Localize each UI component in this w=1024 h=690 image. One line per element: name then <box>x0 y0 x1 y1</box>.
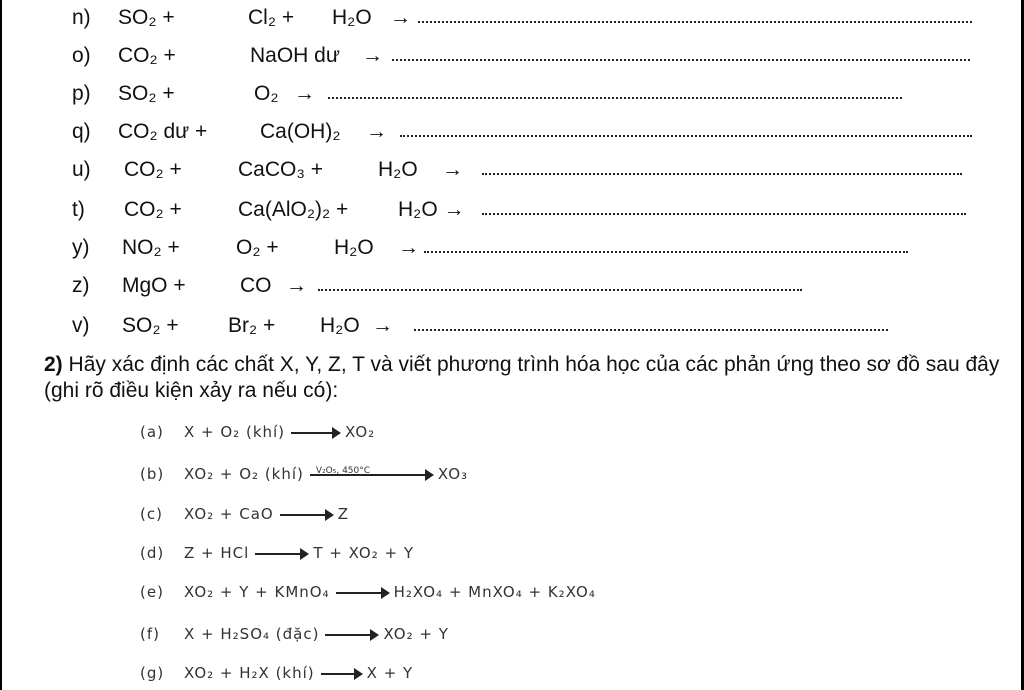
scheme-equation <box>184 462 468 486</box>
equation-q <box>72 118 982 146</box>
equation-u <box>72 156 982 184</box>
equation-o <box>72 42 982 70</box>
reaction-arrow <box>336 592 388 594</box>
scheme-products: T + XO₂ + Y <box>313 544 414 562</box>
question-2-prompt <box>44 352 1004 404</box>
answer-blank <box>482 213 966 215</box>
reaction-arrow <box>310 465 432 476</box>
scheme-label: (b) <box>140 465 165 483</box>
scheme-equation <box>184 420 375 444</box>
arrow: → <box>366 120 387 143</box>
reactant: NaOH dư <box>250 44 340 67</box>
answer-blank <box>418 21 972 23</box>
reaction-arrow <box>321 673 361 675</box>
arrow: → <box>372 314 393 337</box>
answer-blank <box>414 329 888 331</box>
scheme-label: (f) <box>140 625 160 643</box>
answer-blank <box>482 173 962 175</box>
arrow: → <box>294 82 315 105</box>
reactant: O₂ + <box>236 236 279 259</box>
scheme-reactants: XO₂ + CaO <box>184 505 274 523</box>
reactant: SO₂ + <box>118 6 175 29</box>
equation-z <box>72 272 982 300</box>
reactant: O₂ <box>254 82 279 105</box>
reactant: Ca(AlO₂)₂ + <box>238 198 349 221</box>
reaction-arrow <box>325 634 377 636</box>
scheme-reactants: X + O₂ (khí) <box>184 423 286 441</box>
scheme-products: XO₂ + Y <box>383 625 449 643</box>
equation-label: v) <box>72 314 90 337</box>
reactant: Ca(OH)₂ <box>260 120 341 143</box>
scheme-reactants: XO₂ + Y + KMnO₄ <box>184 583 330 601</box>
scheme-reactants: XO₂ + H₂X (khí) <box>184 664 315 682</box>
reactant: CO₂ + <box>118 44 176 67</box>
scheme-label: (e) <box>140 583 164 601</box>
reactant: H₂O <box>334 236 374 259</box>
answer-blank <box>400 135 972 137</box>
reaction-arrow <box>291 432 339 434</box>
equation-t <box>72 196 982 224</box>
reaction-arrow <box>280 514 332 516</box>
reaction-arrow <box>255 553 307 555</box>
scheme-reactants: Z + HCl <box>184 544 250 562</box>
equation-label: z) <box>72 274 90 297</box>
reactant: Cl₂ + <box>248 6 295 29</box>
arrow: → <box>442 158 463 181</box>
reactant: H₂O <box>332 6 372 29</box>
reactant: CO <box>240 274 272 297</box>
reactant: SO₂ + <box>122 314 179 337</box>
reactant: H₂O → <box>398 198 465 221</box>
reactant: CO₂ + <box>124 198 182 221</box>
equation-n <box>72 4 982 32</box>
reactant: CO₂ + <box>124 158 182 181</box>
arrow: → <box>398 236 419 259</box>
equation-y <box>72 234 982 262</box>
scheme-products: X + Y <box>366 664 414 682</box>
scheme-label: (a) <box>140 423 164 441</box>
reactant: NO₂ + <box>122 236 180 259</box>
scheme-label: (c) <box>140 505 163 523</box>
question-number: 2) <box>44 353 63 376</box>
scheme-label: (g) <box>140 664 165 682</box>
reactant: SO₂ + <box>118 82 175 105</box>
scheme-equation <box>184 541 414 565</box>
reactant: MgO + <box>122 274 186 297</box>
scheme-products: Z <box>337 505 349 523</box>
scheme-products: XO₂ <box>345 423 376 441</box>
scheme-equation <box>184 661 413 685</box>
reactant: Br₂ + <box>228 314 276 337</box>
answer-blank <box>392 59 970 61</box>
reactant: CO₂ dư + <box>118 120 208 143</box>
equation-label: u) <box>72 158 91 181</box>
reactant: H₂O <box>378 158 418 181</box>
reaction-condition: V₂O₅, 450°C <box>315 465 371 476</box>
reactant: H₂O <box>320 314 360 337</box>
equation-label: p) <box>72 82 91 105</box>
equation-label: y) <box>72 236 90 259</box>
arrow: → <box>286 274 307 297</box>
scheme-products: H₂XO₄ + MnXO₄ + K₂XO₄ <box>393 583 596 601</box>
scheme-reactants: XO₂ + O₂ (khí) <box>184 465 304 483</box>
answer-blank <box>318 289 802 291</box>
scheme-reactants: X + H₂SO₄ (đặc) <box>184 625 320 643</box>
equation-p <box>72 80 982 108</box>
scheme-equation <box>184 622 449 646</box>
scheme-label: (d) <box>140 544 165 562</box>
equation-label: q) <box>72 120 91 143</box>
equation-label: t) <box>72 198 85 221</box>
answer-blank <box>424 251 908 253</box>
question-text: Hãy xác định các chất X, Y, Z, T và viết phương trình hóa học của các phản ứng theo sơ đồ sau đây (ghi rõ điều kiện xảy ra nếu có): <box>44 353 1000 402</box>
equation-label: n) <box>72 6 91 29</box>
answer-blank <box>328 97 902 99</box>
scheme-equation <box>184 580 596 604</box>
scheme-products: XO₃ <box>437 465 469 483</box>
equation-v <box>72 312 982 340</box>
arrow: → <box>362 44 383 67</box>
equation-label: o) <box>72 44 91 67</box>
scheme-equation <box>184 502 349 526</box>
arrow: → <box>390 6 411 29</box>
page-border-left <box>0 0 2 690</box>
reactant: CaCO₃ + <box>238 158 323 181</box>
